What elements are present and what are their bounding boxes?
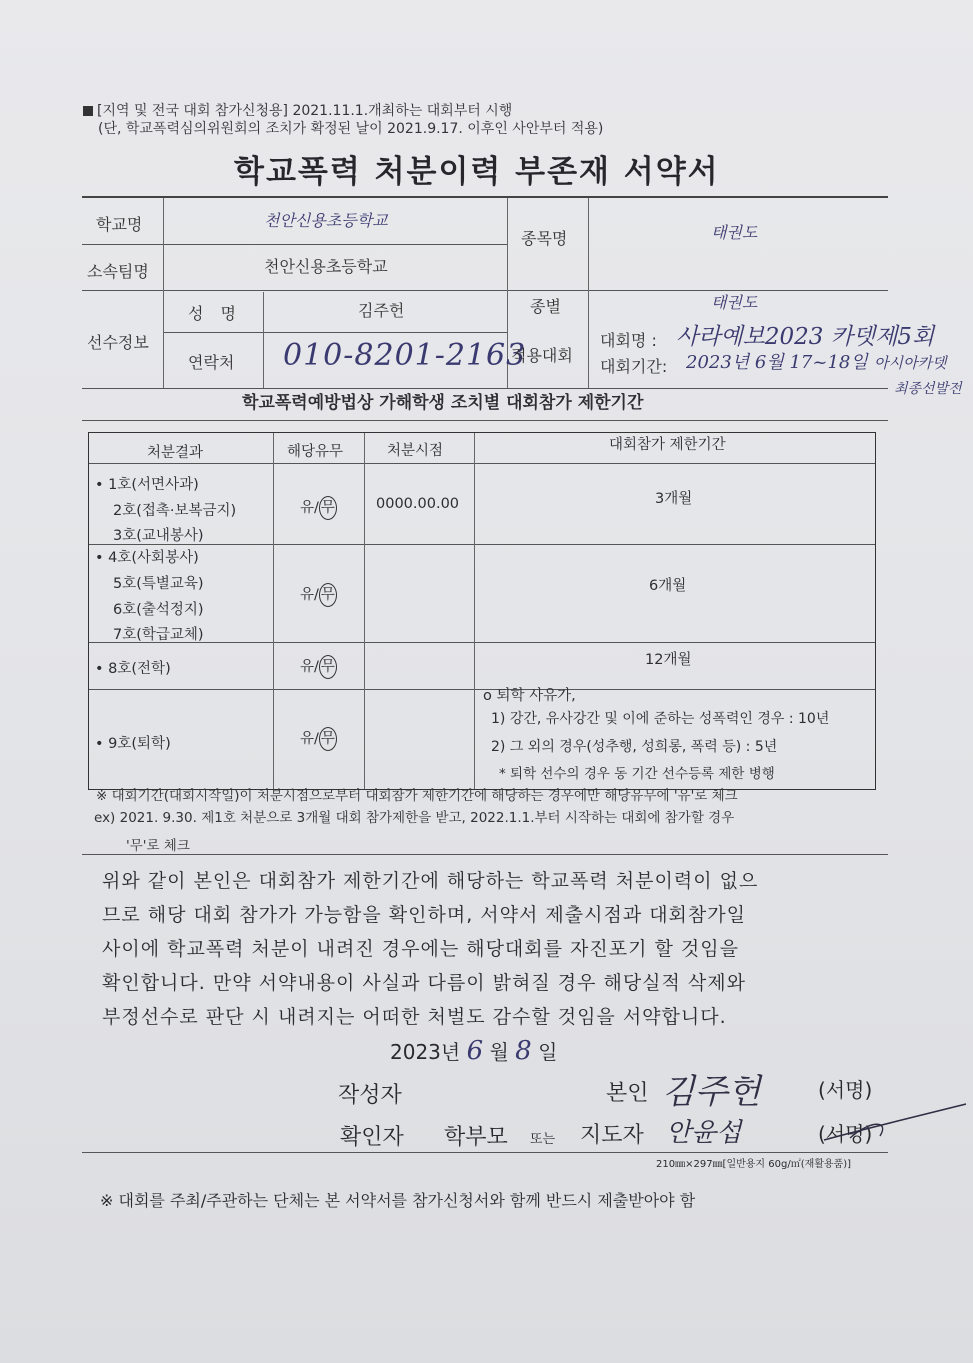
note-2: ex) 2021. 9.30. 제1호 처분으로 3개월 대회 참가제한을 받고, 2022.1.1.부터 시작하는 대회에 참가할 경우 (94, 810, 735, 826)
row2-limit: 6개월 (649, 578, 687, 594)
header-line-1 (83, 100, 512, 120)
or-label: 또는 (530, 1132, 556, 1147)
info-rule-2 (82, 290, 888, 291)
square-bullet-icon (83, 106, 93, 116)
apply-label: 적용대회 (511, 346, 573, 365)
row1-limit: 3개월 (655, 491, 693, 507)
th-limit: 대회참가 제한기간 (609, 437, 726, 453)
row1-yes: 유/ (300, 500, 319, 516)
coach-label: 지도자 (580, 1123, 644, 1148)
row2-item-2: 5호(특별교육) (113, 576, 204, 592)
info-rule-3 (164, 332, 507, 333)
row4-limit-1: o 퇴학 사유가, (483, 688, 576, 704)
school-value: 천안신용초등학교 (264, 211, 388, 230)
event-value: 태권도 (711, 293, 758, 312)
name-label: 성 명 (188, 304, 242, 323)
competition-period-label: 대회기간: (600, 357, 668, 376)
table-header-rule (89, 463, 875, 464)
competition-extra-1: 아시아카뎃 (874, 354, 947, 372)
table-row-rule-2 (89, 642, 875, 643)
row4-item-1: • 9호(퇴학) (95, 736, 171, 752)
document-title: 학교폭력 처분이력 부존재 서약서 (234, 154, 720, 190)
section-title: 학교폭력예방법상 가해학생 조치별 대회참가 제한기간 (242, 393, 644, 413)
coach-signature: 안윤섭 (666, 1118, 742, 1148)
table-col-1 (273, 433, 274, 789)
pledge-line-2: 므로 해당 대회 참가가 가능함을 확인하며, 서약서 제출시점과 대회참가일 (102, 904, 746, 926)
contact-label: 연락처 (188, 353, 235, 372)
info-col-1 (163, 198, 164, 388)
contact-value: 010-8201-2163 (283, 338, 527, 373)
table-row-rule-3 (89, 689, 875, 690)
row3-limit: 12개월 (645, 652, 692, 668)
self-signature: 김주헌 (662, 1072, 761, 1112)
name-value: 김주헌 (358, 301, 405, 320)
header-line-2: (단, 학교폭력심의위원회의 조치가 확정된 날이 2021.9.17. 이후인 사안부터 적용) (98, 121, 604, 137)
row4-limit-3: 2) 그 외의 경우(성추행, 성희롱, 폭력 등) : 5년 (491, 739, 778, 755)
row3-no-circled: 무 (319, 655, 337, 679)
pledge-line-3: 사이에 학교폭력 처분이 내려진 경우에는 해당대회를 자진포기 할 것임을 (102, 938, 739, 960)
row3-yn (300, 655, 337, 679)
row1-no-circled: 무 (319, 496, 337, 520)
row3-item-1: • 8호(전학) (95, 661, 171, 677)
table-col-3 (474, 433, 475, 789)
sport-label: 종목명 (521, 229, 568, 248)
th-result: 처분결과 (147, 445, 204, 461)
date-month-label: 월 (489, 1040, 509, 1064)
row2-item-1: • 4호(사회봉사) (95, 550, 199, 566)
row2-yes: 유/ (300, 587, 319, 603)
table-col-2 (364, 433, 365, 789)
parent-label: 학부모 (444, 1125, 508, 1150)
row1-item-1: • 1호(서면사과) (95, 477, 199, 493)
signature-rule (82, 1152, 888, 1153)
info-col-2 (263, 292, 264, 388)
signing-date (390, 1036, 557, 1066)
player-info-label: 선수정보 (87, 333, 149, 352)
th-applicable: 해당유무 (287, 444, 344, 460)
date-year: 2023년 (390, 1040, 461, 1064)
row2-yn (300, 583, 337, 607)
notes-rule (82, 854, 888, 855)
row1-yn (300, 496, 337, 520)
row3-yes: 유/ (300, 659, 319, 675)
row4-yn (300, 727, 337, 751)
row1-date: 0000.00.00 (376, 496, 460, 512)
row4-limit-2: 1) 강간, 유사강간 및 이에 준하는 성폭력인 경우 : 10년 (491, 711, 830, 727)
restriction-table (88, 432, 876, 790)
pledge-line-1: 위와 같이 본인은 대회참가 제한기간에 해당하는 학교폭력 처분이력이 없으 (102, 870, 759, 892)
seal-1: (서명) (818, 1078, 873, 1102)
date-day-label: 일 (538, 1040, 558, 1064)
writer-label: 작성자 (338, 1083, 402, 1108)
row1-item-3: 3호(교내봉사) (113, 528, 204, 544)
sport-value: 태권도 (711, 223, 758, 242)
pledge-line-5: 부정선수로 판단 시 내려지는 어떠한 처벌도 감수할 것임을 서약합니다. (102, 1006, 727, 1028)
note-1: ※ 대회기간(대회시작일)이 처분시점으로부터 대회참가 제한기간에 해당하는 경우에만 해당유무에 '유'로 체크 (96, 788, 738, 804)
table-row-rule-1 (89, 544, 875, 545)
row2-item-3: 6호(출석정지) (113, 602, 204, 618)
date-month: 6 (466, 1036, 484, 1066)
section-rule (82, 420, 888, 421)
row2-no-circled: 무 (319, 583, 337, 607)
footer-note: ※ 대회를 주최/주관하는 단체는 본 서약서를 참가신청서와 함께 반드시 제출받아야 함 (100, 1191, 696, 1210)
team-value: 천안신용초등학교 (264, 257, 388, 276)
competition-name-value: 사라예보2023 카뎃제5회 (676, 324, 935, 350)
row1-item-2: 2호(접촉·보복금지) (113, 503, 237, 519)
row4-yes: 유/ (300, 731, 319, 747)
row4-no-circled: 무 (319, 727, 337, 751)
row2-item-4: 7호(학급교체) (113, 627, 204, 643)
paper-spec: 210㎜×297㎜[일반용지 60g/㎡(재활용품)] (656, 1159, 852, 1170)
info-col-4 (588, 198, 589, 388)
header-text-1: [지역 및 전국 대회 참가신청용] 2021.11.1.개최하는 대회부터 시행 (97, 103, 513, 119)
competition-period-value: 2023년 6월 17~18일 (686, 352, 868, 373)
th-date: 처분시점 (387, 443, 444, 459)
seal-2: (서명) (818, 1122, 873, 1146)
note-3: '무'로 체크 (126, 838, 190, 854)
pledge-line-4: 확인합니다. 만약 서약내용이 사실과 다름이 밝혀질 경우 해당실적 삭제와 (102, 972, 746, 994)
competition-extra-2: 최종선발전 (894, 381, 962, 397)
team-label: 소속팀명 (87, 262, 149, 281)
competition-name-label: 대회명 : (600, 331, 657, 350)
school-label: 학교명 (96, 215, 143, 234)
info-rule-1 (82, 244, 507, 245)
confirm-label: 확인자 (340, 1125, 404, 1150)
signature-scribble (820, 1100, 970, 1150)
self-label: 본인 (606, 1081, 649, 1106)
row4-limit-4: * 퇴학 선수의 경우 동 기간 선수등록 제한 병행 (499, 766, 775, 782)
date-day: 8 (515, 1036, 532, 1066)
event-label: 종별 (530, 297, 561, 316)
info-top-rule (82, 196, 888, 198)
